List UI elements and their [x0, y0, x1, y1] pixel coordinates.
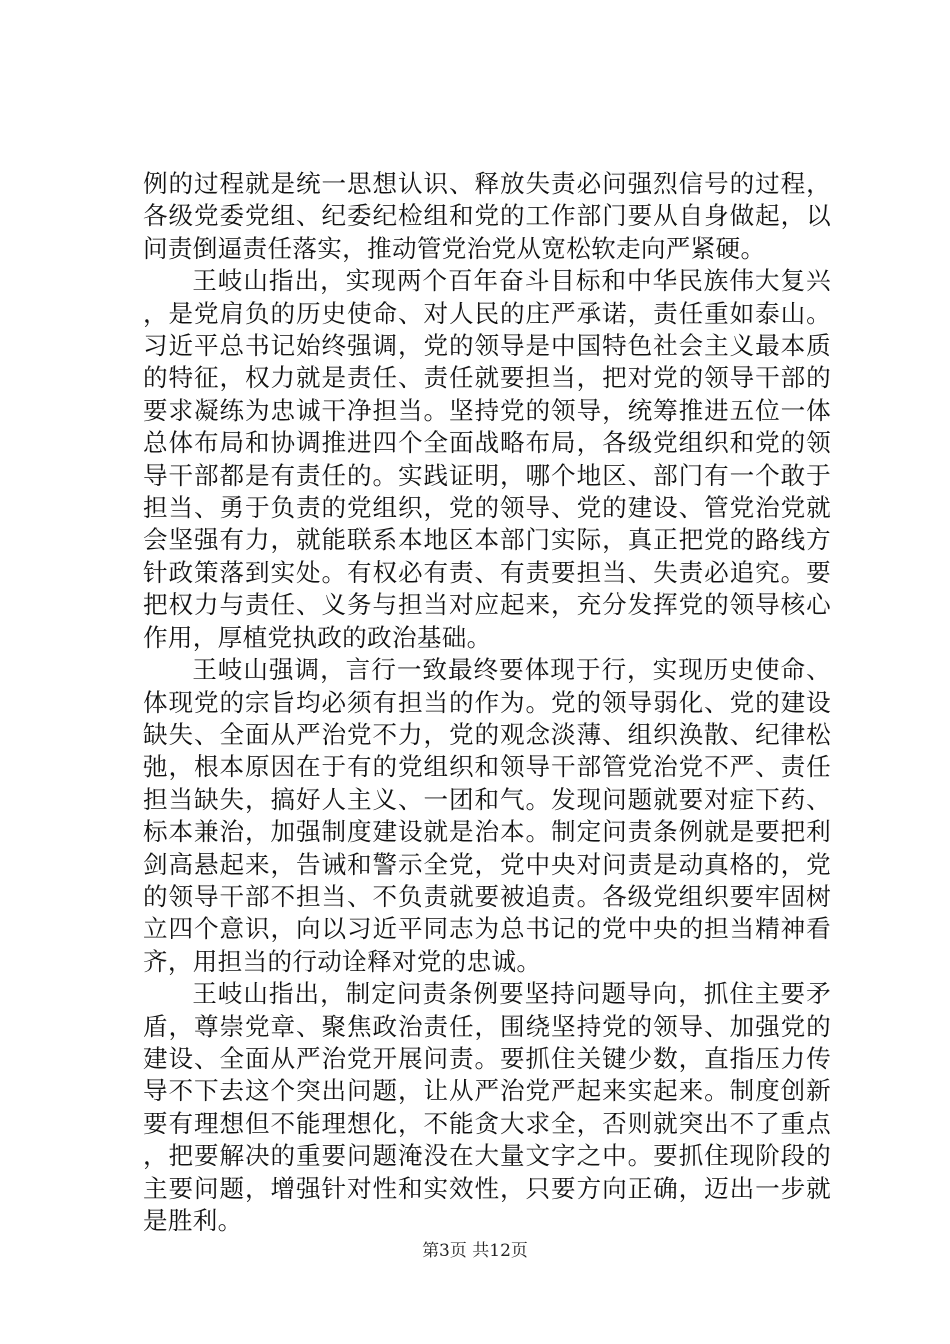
paragraph-2: 王岐山指出，实现两个百年奋斗目标和中华民族伟大复兴，是党肩负的历史使命、对人民的庄严承诺，责任重如泰山。习近平总书记始终强调，党的领导是中国特色社会主义最本质的特征，权力就是责任、责任就要担当，把对党的领导干部的要求凝练为忠诚干净担当。坚持党的领导，统筹推进五位一体总体布局和协调推进四个全面战略布局，各级党组织和党的领导干部都是有责任的。实践证明，哪个地区、部门有一个敢于担当、勇于负责的党组织，党的领导、党的建设、管党治党就会坚强有力，就能联系本地区本部门实际，真正把党的路线方针政策落到实处。有权必有责、有责要担当、失责必追究。要把权力与责任、义务与担当对应起来，充分发挥党的领导核心作用，厚植党执政的政治基础。	[143, 266, 831, 652]
document-body	[143, 168, 831, 1237]
paragraph-1: 例的过程就是统一思想认识、释放失责必问强烈信号的过程，各级党委党组、纪委纪检组和党的工作部门要从自身做起，以问责倒逼责任落实，推动管党治党从宽松软走向严紧硬。	[143, 169, 831, 263]
paragraph-4: 王岐山指出，制定问责条例要坚持问题导向，抓住主要矛盾，尊崇党章、聚焦政治责任，围绕坚持党的领导、加强党的建设、全面从严治党开展问责。要抓住关键少数，直指压力传导不下去这个突出问题，让从严治党严起来实起来。制度创新要有理想但不能理想化，不能贪大求全，否则就突出不了重点，把要解决的重要问题淹没在大量文字之中。要抓住现阶段的主要问题，增强针对性和实效性，只要方向正确，迈出一步就是胜利。	[143, 979, 831, 1235]
paragraph-3: 王岐山强调，言行一致最终要体现于行，实现历史使命、体现党的宗旨均必须有担当的作为。党的领导弱化、党的建设缺失、全面从严治党不力，党的观念淡薄、组织涣散、纪律松弛，根本原因在于有的党组织和领导干部管党治党不严、责任担当缺失，搞好人主义、一团和气。发现问题就要对症下药、标本兼治，加强制度建设就是治本。制定问责条例就是要把利剑高悬起来，告诫和警示全党，党中央对问责是动真格的，党的领导干部不担当、不负责就要被追责。各级党组织要牢固树立四个意识，向以习近平同志为总书记的党中央的担当精神看齐，用担当的行动诠释对党的忠诚。	[143, 655, 831, 976]
page-footer: 第3页 共12页	[422, 1241, 528, 1261]
